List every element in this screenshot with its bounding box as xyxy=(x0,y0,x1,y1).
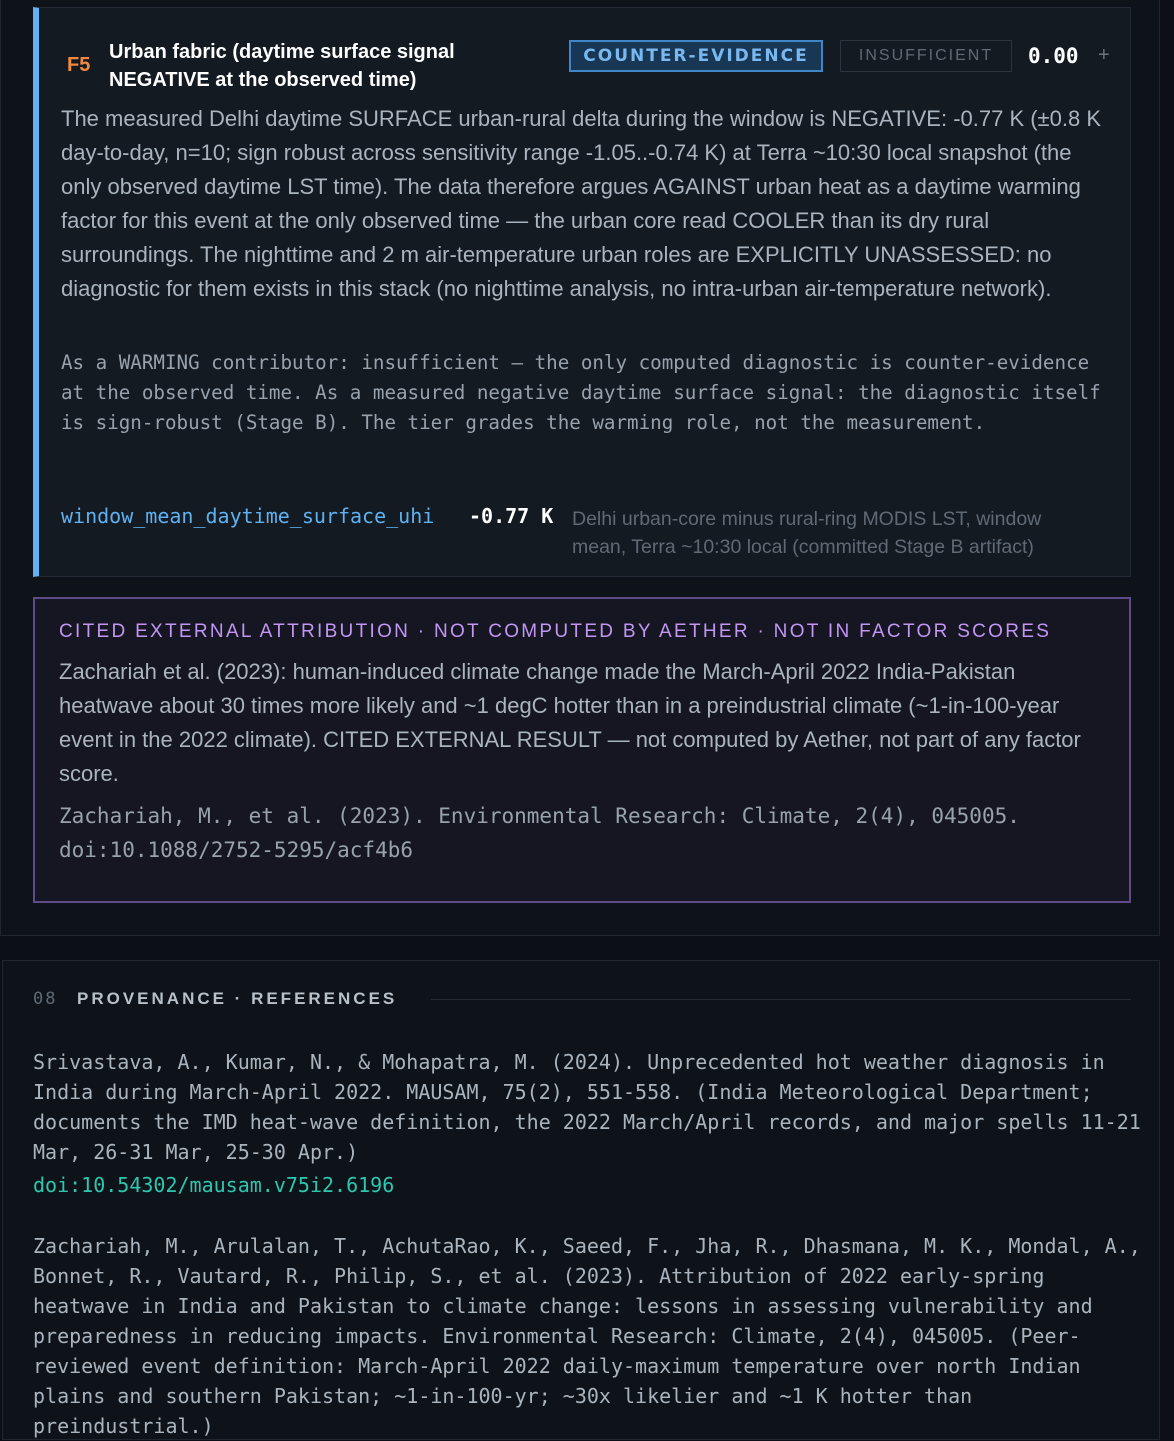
factor-score: 0.00 xyxy=(1028,44,1079,68)
reference-doi-link[interactable]: doi:10.54302/mausam.v75i2.6196 xyxy=(33,1173,395,1197)
section-title: PROVENANCE · REFERENCES xyxy=(77,989,398,1008)
metric-description: Delhi urban-core minus rural-ring MODIS LST, window mean, Terra ~10:30 local (committed Stage B artifact) xyxy=(572,508,1042,558)
factor-tier-note: As a WARMING contributor: insufficient — the only computed diagnostic is counter-evidence at the observed time. As a measured negative daytime surface signal: the diagnostic itself is sign-robust (Stage B). The tier grades the warming role, not the measurement. xyxy=(61,351,1101,434)
factor-id: F5 xyxy=(67,54,91,76)
tier-badge-insufficient: INSUFFICIENT xyxy=(840,40,1012,72)
attribution-body: Zachariah et al. (2023): human-induced climate change made the March-April 2022 India-Pakistan heatwave about 30 times more likely and ~1 degC hotter than in a preindustrial climate (~1-in-100-year event in the 2022 climate). CITED EXTERNAL RESULT — not computed by Aether, not part of any factor score. xyxy=(59,659,1081,786)
external-attribution-box xyxy=(33,597,1131,903)
status-badge-counter-evidence: COUNTER-EVIDENCE xyxy=(569,40,823,72)
reference-item: Zachariah, M., Arulalan, T., AchutaRao, K., Saeed, F., Jha, R., Dhasmana, M. K., Mondal, A., Bonnet, R., Vautard, R., Philip, S., et al. (2023). Attribution of 2022 early-spring heatwave in India and Pakistan to climate change: lessons in assessing vulnerability and preparedness in reducing impacts. Environmental Research: Climate, 2(4), 045005. (Peer-reviewed event definition: March-April 2022 daily-maximum temperature over north Indian plains and southern Pakistan; ~1-in-100-yr; ~30x likelier and ~1 K hotter than preindustrial.) xyxy=(33,1234,1141,1438)
expand-toggle-icon[interactable]: + xyxy=(1098,44,1110,66)
section-number: 08 xyxy=(33,989,58,1009)
reference-item: Srivastava, A., Kumar, N., & Mohapatra, M. (2024). Unprecedented hot weather diagnosis in India during March-April 2022. MAUSAM, 75(2), 551-558. (India Meteorological Department; documents the IMD heat-wave definition, the 2022 March/April records, and major spells 11-21 Mar, 26-31 Mar, 25-30 Apr.) xyxy=(33,1050,1141,1164)
factor-card[interactable] xyxy=(33,7,1131,577)
attribution-citation: Zachariah, M., et al. (2023). Environmental Research: Climate, 2(4), 045005. doi:10.1088/2752-5295/acf4b6 xyxy=(59,804,1020,862)
section-divider xyxy=(431,999,1131,1000)
attribution-heading: CITED EXTERNAL ATTRIBUTION · NOT COMPUTED BY AETHER · NOT IN FACTOR SCORES xyxy=(59,621,1052,642)
metric-value: -0.77 K xyxy=(469,504,554,528)
references-panel xyxy=(2,960,1160,1440)
metric-key: window_mean_daytime_surface_uhi xyxy=(61,504,435,528)
factor-title: Urban fabric (daytime surface signal NEGATIVE at the observed time) xyxy=(109,41,455,91)
factor-description: The measured Delhi daytime SURFACE urban-rural delta during the window is NEGATIVE: -0.77 K (±0.8 K day-to-day, n=10; sign robust across sensitivity range -1.05..-0.74 K) at Terra ~10:30 local snapshot (the only observed daytime LST time). The data therefore argues AGAINST urban heat as a daytime warming factor for this event at the only observed time — the urban core read COOLER than its dry rural surroundings. The nighttime and 2 m air-temperature urban roles are EXPLICITLY UNASSESSED: no diagnostic for them exists in this stack (no nighttime analysis, no intra-urban air-temperature network). xyxy=(61,106,1102,301)
